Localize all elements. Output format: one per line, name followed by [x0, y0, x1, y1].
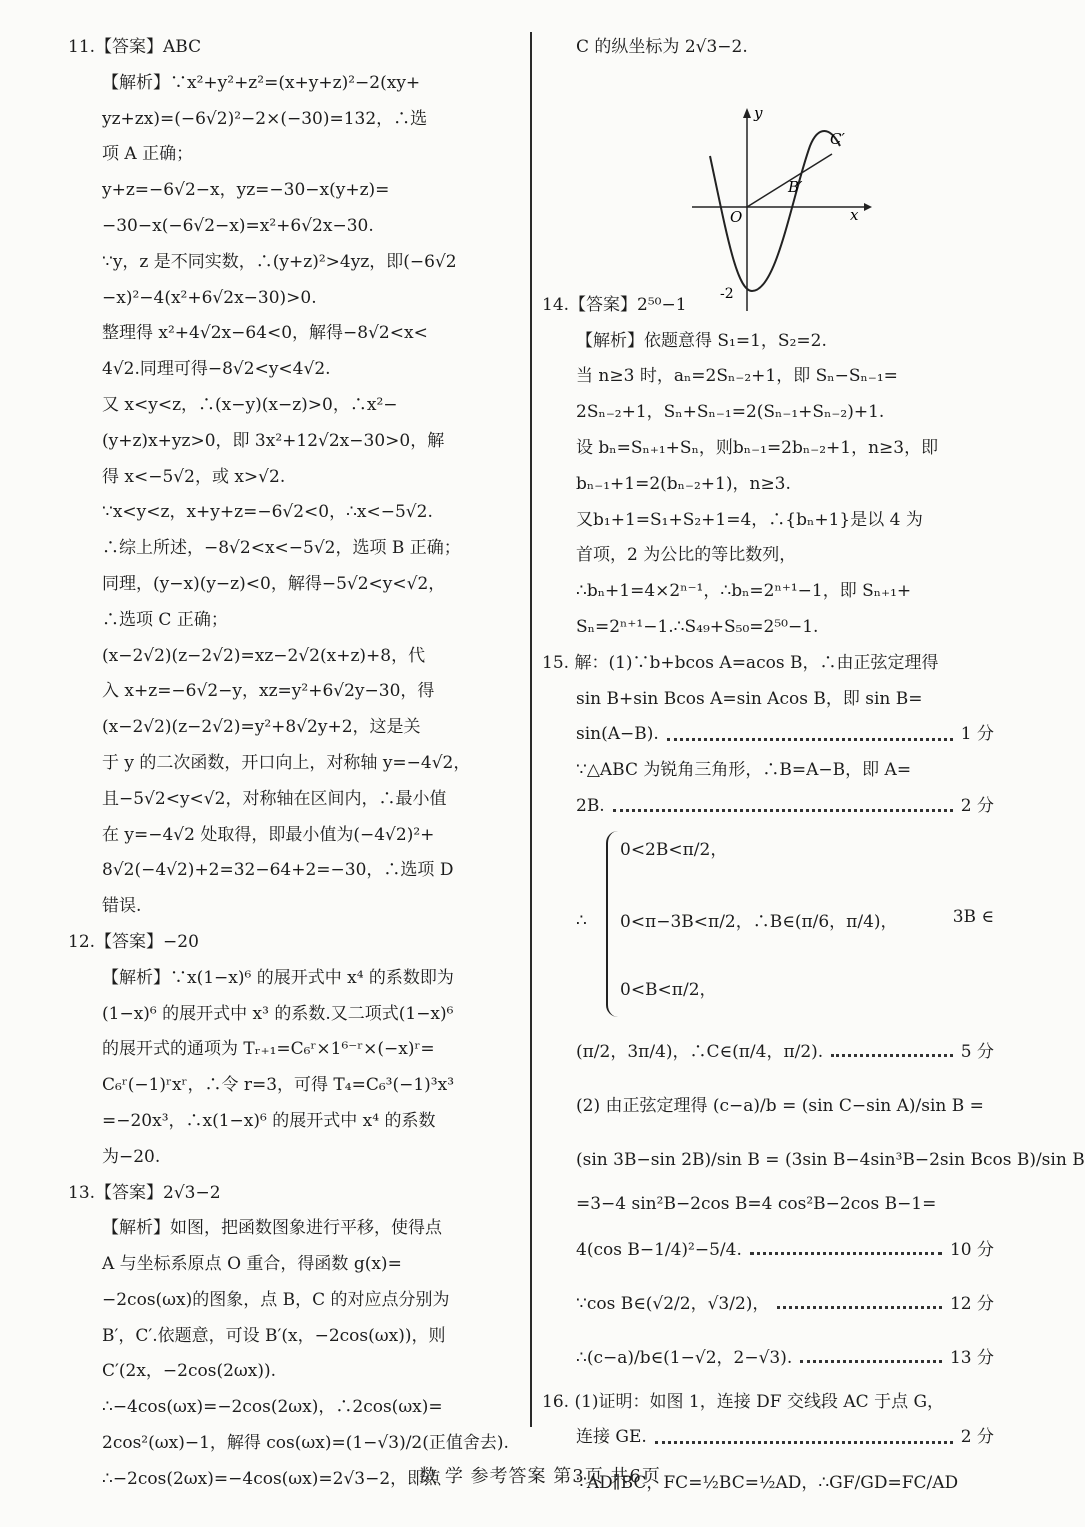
y-axis-arrow — [743, 108, 751, 118]
y-label: y — [754, 103, 763, 122]
cond-3: 0<B<π/2， — [620, 979, 717, 1000]
text-line: sin B+sin Bcos A=sin Acos B，即 sin B= — [576, 688, 923, 709]
q14-block — [542, 285, 994, 646]
text-line: (1−x)⁶ 的展开式中 x³ 的系数.又二项式(1−x)⁶ — [102, 1003, 454, 1024]
c-prime-label: C′ — [830, 129, 845, 148]
text-line: −30−x(−6√2−x)=x²+6√2x−30. — [102, 215, 374, 236]
cond-1: 0<2B<π/2， — [620, 839, 728, 860]
text-line: ∴选项 C 正确； — [102, 609, 228, 630]
brace — [606, 831, 618, 1017]
text-line: C′(2x，−2cos(2ωx)). — [102, 1361, 277, 1382]
question-heading: 12.【答案】−20 — [68, 931, 199, 952]
text-line: 在 y=−4√2 处取得，即最小值为(−4√2)²+ — [102, 824, 435, 845]
text-line: 【解析】∵x²+y²+z²=(x+y+z)²−2(xy+ — [102, 72, 421, 93]
text-line: 错误. — [102, 896, 142, 917]
graph-container — [542, 66, 994, 302]
text-line: −2cos(ωx)的图象，点 B，C 的对应点分别为 — [102, 1289, 450, 1310]
text-line: 当 n≥3 时，aₙ=2Sₙ₋₂+1，即 Sₙ−Sₙ₋₁= — [576, 366, 898, 387]
q16-line2: ∵AD∥BC，FC=½BC=½AD，∴GF/GD=FC/AD — [576, 1473, 959, 1494]
cond-2-right: 3B ∈ — [952, 906, 994, 927]
text-line: bₙ₋₁+1=2(bₙ₋₂+1)，n≥3. — [576, 473, 791, 494]
text-line: A 与坐标系原点 O 重合，得函数 g(x)= — [102, 1254, 402, 1275]
question-heading: 14.【答案】2⁵⁰−1 — [542, 294, 687, 315]
text-line: ∴−4cos(ωx)=−2cos(2ωx)，∴2cos(ωx)= — [102, 1397, 443, 1418]
text-line: 【解析】如图，把函数图象进行平移，使得点 — [102, 1218, 442, 1239]
q15-part2-line2: (sin 3B−sin 2B)/sin B = (3sin B−4sin³B−2sin Bcos B)/sin B — [576, 1149, 1085, 1170]
text-line: 同理，(y−x)(y−z)<0，解得−5√2<y<√2， — [102, 573, 446, 594]
text-line: 又 x<y<z，∴(x−y)(x−z)>0，∴x²− — [102, 394, 398, 415]
text-line: ∴−2cos(2ωx)=−4cos(ωx)=2√3−2，即点 — [102, 1468, 442, 1489]
question-heading: 11.【答案】ABC — [68, 37, 202, 57]
text-line: C₆ʳ(−1)ʳxʳ，∴令 r=3，可得 T₄=C₆³(−1)³x³ — [102, 1075, 455, 1096]
text-line: 设 bₙ=Sₙ₊₁+Sₙ，则bₙ₋₁=2bₙ₋₂+1，n≥3，即 — [576, 437, 939, 458]
q15-part2-line1: (2) 由正弦定理得 (c−a)/b = (sin C−sin A)/sin B = — [576, 1095, 984, 1116]
x-label: x — [850, 205, 859, 224]
text-line: y+z=−6√2−x，yz=−30−x(y+z)= — [102, 180, 390, 201]
text-line: 2cos²(ωx)−1，解得 cos(ωx)=(1−√3)/2(正值舍去). — [102, 1433, 509, 1454]
text-line: (y+z)x+yz>0，即 3x²+12√2x−30>0，解 — [102, 430, 445, 451]
column-divider — [530, 32, 532, 1427]
q15-step-12: ∵cos B∈(√2/2，√3/2)， 12 分 — [576, 1293, 994, 1314]
text-line: 整理得 x²+4√2x−64<0，解得−8√2<x< — [102, 323, 428, 344]
q15-step-1: sin(A−B). 1 分 — [576, 724, 994, 745]
text-line: Sₙ=2ⁿ⁺¹−1.∴S₄₉+S₅₀=2⁵⁰−1. — [576, 616, 819, 637]
left-column — [68, 30, 524, 1498]
text-line: 【解析】依题意得 S₁=1，S₂=2. — [576, 330, 827, 351]
text-line: ∴综上所述，−8√2<x<−5√2，选项 B 正确； — [102, 538, 461, 559]
question-heading: 15. 解：(1)∵b+bcos A=acos B，∴由正弦定理得 — [542, 652, 939, 673]
text-line: 项 A 正确； — [102, 144, 194, 165]
text-line: 又b₁+1=S₁+S₂+1=4，∴{bₙ+1}是以 4 为 — [576, 509, 923, 530]
page-footer: 数 学 参考答案 第3页 共6页 — [419, 1466, 661, 1487]
text-line: 且−5√2<y<√2，对称轴在区间内，∴最小值 — [102, 788, 447, 809]
text-line: −x)²−4(x²+6√2x−30)>0. — [102, 287, 317, 308]
q15-step-10: 4(cos B−1/4)²−5/4. 10 分 — [576, 1239, 994, 1260]
text-line: yz+zx)=(−6√2)²−2×(−30)=132，∴选 — [102, 108, 428, 129]
text-line: (x−2√2)(z−2√2)=y²+8√2y+2，这是关 — [102, 717, 421, 738]
text-line: =−20x³，∴x(1−x)⁶ 的展开式中 x⁴ 的系数 — [102, 1110, 436, 1131]
origin-label: O — [730, 207, 743, 226]
cond-2: 0<π−3B<π/2，∴B∈(π/6，π/4)， — [620, 911, 898, 932]
text-line: ∵x<y<z，x+y+z=−6√2<0，∴x<−5√2. — [102, 502, 433, 523]
text-line: 得 x<−5√2，或 x>√2. — [102, 466, 286, 487]
right-column — [542, 30, 1085, 1510]
min-label: -2 — [720, 285, 734, 302]
text-line: 4√2.同理可得−8√2<y<4√2. — [102, 359, 331, 380]
q15-inequality-system: ∴ 0<2B<π/2， 0<π−3B<π/2，∴B∈(π/6，π/4)， 3B ∈ 0<B<π/2， — [542, 825, 994, 1025]
q15-step-2: 2B. 2 分 — [576, 795, 994, 816]
text-line: 8√2(−4√2)+2=32−64+2=−30，∴选项 D — [102, 860, 454, 881]
text-line: 入 x+z=−6√2−y，xz=y²+6√2y−30，得 — [102, 681, 435, 702]
text-line: 【解析】∵x(1−x)⁶ 的展开式中 x⁴ 的系数即为 — [102, 967, 454, 988]
q13-conclusion: C 的纵坐标为 2√3−2. — [576, 37, 748, 57]
text-line: ∵y，z 是不同实数，∴(y+z)²>4yz，即(−6√2 — [102, 251, 457, 272]
text-line: 于 y 的二次函数，开口向上，对称轴 y=−4√2， — [102, 752, 471, 773]
b-prime-label: B′ — [788, 177, 803, 196]
text-line: ∴bₙ+1=4×2ⁿ⁻¹，∴bₙ=2ⁿ⁺¹−1，即 Sₙ₊₁+ — [576, 581, 912, 602]
question-heading: 13.【答案】2√3−2 — [68, 1182, 221, 1203]
x-axis-arrow — [864, 203, 872, 211]
cosine-graph — [692, 103, 872, 316]
q15-step-5: (π/2，3π/4)，∴C∈(π/4，π/2). 5 分 — [576, 1041, 994, 1062]
q15-part1 — [542, 646, 994, 718]
text-line: 的展开式的通项为 Tᵣ₊₁=C₆ʳ×1⁶⁻ʳ×(−x)ʳ= — [102, 1039, 435, 1060]
text-line: (x−2√2)(z−2√2)=xz−2√2(x+z)+8，代 — [102, 645, 426, 666]
q15-step-13: ∴(c−a)/b∈(1−√2，2−√3). 13 分 — [576, 1347, 994, 1368]
text-line: 为−20. — [102, 1146, 161, 1167]
q16-line1: 16. (1)证明：如图 1，连接 DF 交线段 AC 于点 G， — [542, 1391, 945, 1412]
text-line: 首项，2 为公比的等比数列， — [576, 545, 797, 566]
text-line: B′，C′.依题意，可设 B′(x，−2cos(ωx))，则 — [102, 1325, 446, 1346]
q16-step-2: 连接 GE. 2 分 — [576, 1427, 994, 1448]
q15-line-acute: ∵△ABC 为锐角三角形，∴B=A−B，即 A= — [576, 760, 912, 781]
q15-part2-line3: =3−4 sin²B−2cos B=4 cos²B−2cos B−1= — [576, 1193, 937, 1214]
text-line: 2Sₙ₋₂+1，Sₙ+Sₙ₋₁=2(Sₙ₋₁+Sₙ₋₂)+1. — [576, 402, 885, 423]
